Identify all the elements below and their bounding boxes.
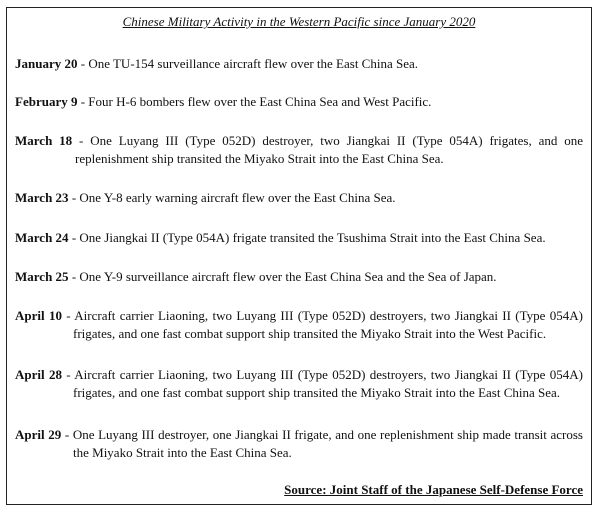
entry-april-28 [15, 366, 583, 402]
entry-february-9 [15, 93, 583, 111]
document-frame [6, 7, 592, 505]
entry-march-23 [15, 189, 583, 207]
entry-january-20 [15, 55, 583, 73]
entry-text: - One Y-9 surveillance aircraft flew over the East China Sea and the Sea of Japan. [68, 269, 497, 284]
entry-march-24 [15, 229, 583, 247]
entry-april-29 [15, 426, 583, 462]
entry-text: - One TU-154 surveillance aircraft flew over the East China Sea. [77, 56, 419, 71]
entry-date: March 25 [15, 269, 69, 284]
entry-date: April 28 [15, 367, 62, 382]
entry-date: March 24 [15, 230, 69, 245]
entry-text: - One Luyang III (Type 052D) destroyer, two Jiangkai II (Type 054A) frigates, and one replenishment ship transited the Miyako Strait into the East China Sea. [72, 133, 583, 166]
document-title: Chinese Military Activity in the Western Pacific since January 2020 [122, 14, 476, 29]
entry-date: April 29 [15, 427, 62, 442]
entry-date: April 10 [15, 308, 62, 323]
source-credit: Source: Joint Staff of the Japanese Self-Defense Force [284, 482, 583, 497]
entry-text: - Aircraft carrier Liaoning, two Luyang III (Type 052D) destroyers, two Jiangkai II (Type 054A) frigates, and one fast combat support ship transited the Miyako Strait into the West Pacific. [61, 308, 583, 341]
entry-text: - Aircraft carrier Liaoning, two Luyang III (Type 052D) destroyers, two Jiangkai II (Type 054A) frigates, and one fast combat support ship transited the Miyako Strait into the East China Sea. [61, 367, 583, 400]
entry-date: March 23 [15, 190, 69, 205]
entry-text: - Four H-6 bombers flew over the East China Sea and West Pacific. [77, 94, 432, 109]
entry-text: - One Y-8 early warning aircraft flew over the East China Sea. [68, 190, 396, 205]
entry-march-25 [15, 268, 583, 286]
entry-date: February 9 [15, 94, 78, 109]
entry-date: January 20 [15, 56, 78, 71]
entry-march-18 [15, 132, 583, 168]
entry-april-10 [15, 307, 583, 343]
entry-text: - One Luyang III destroyer, one Jiangkai II frigate, and one replenishment ship made transit across the Miyako Strait into the East China Sea. [61, 427, 583, 460]
entry-text: - One Jiangkai II (Type 054A) frigate transited the Tsushima Strait into the East China Sea. [68, 230, 546, 245]
entry-date: March 18 [15, 133, 73, 148]
